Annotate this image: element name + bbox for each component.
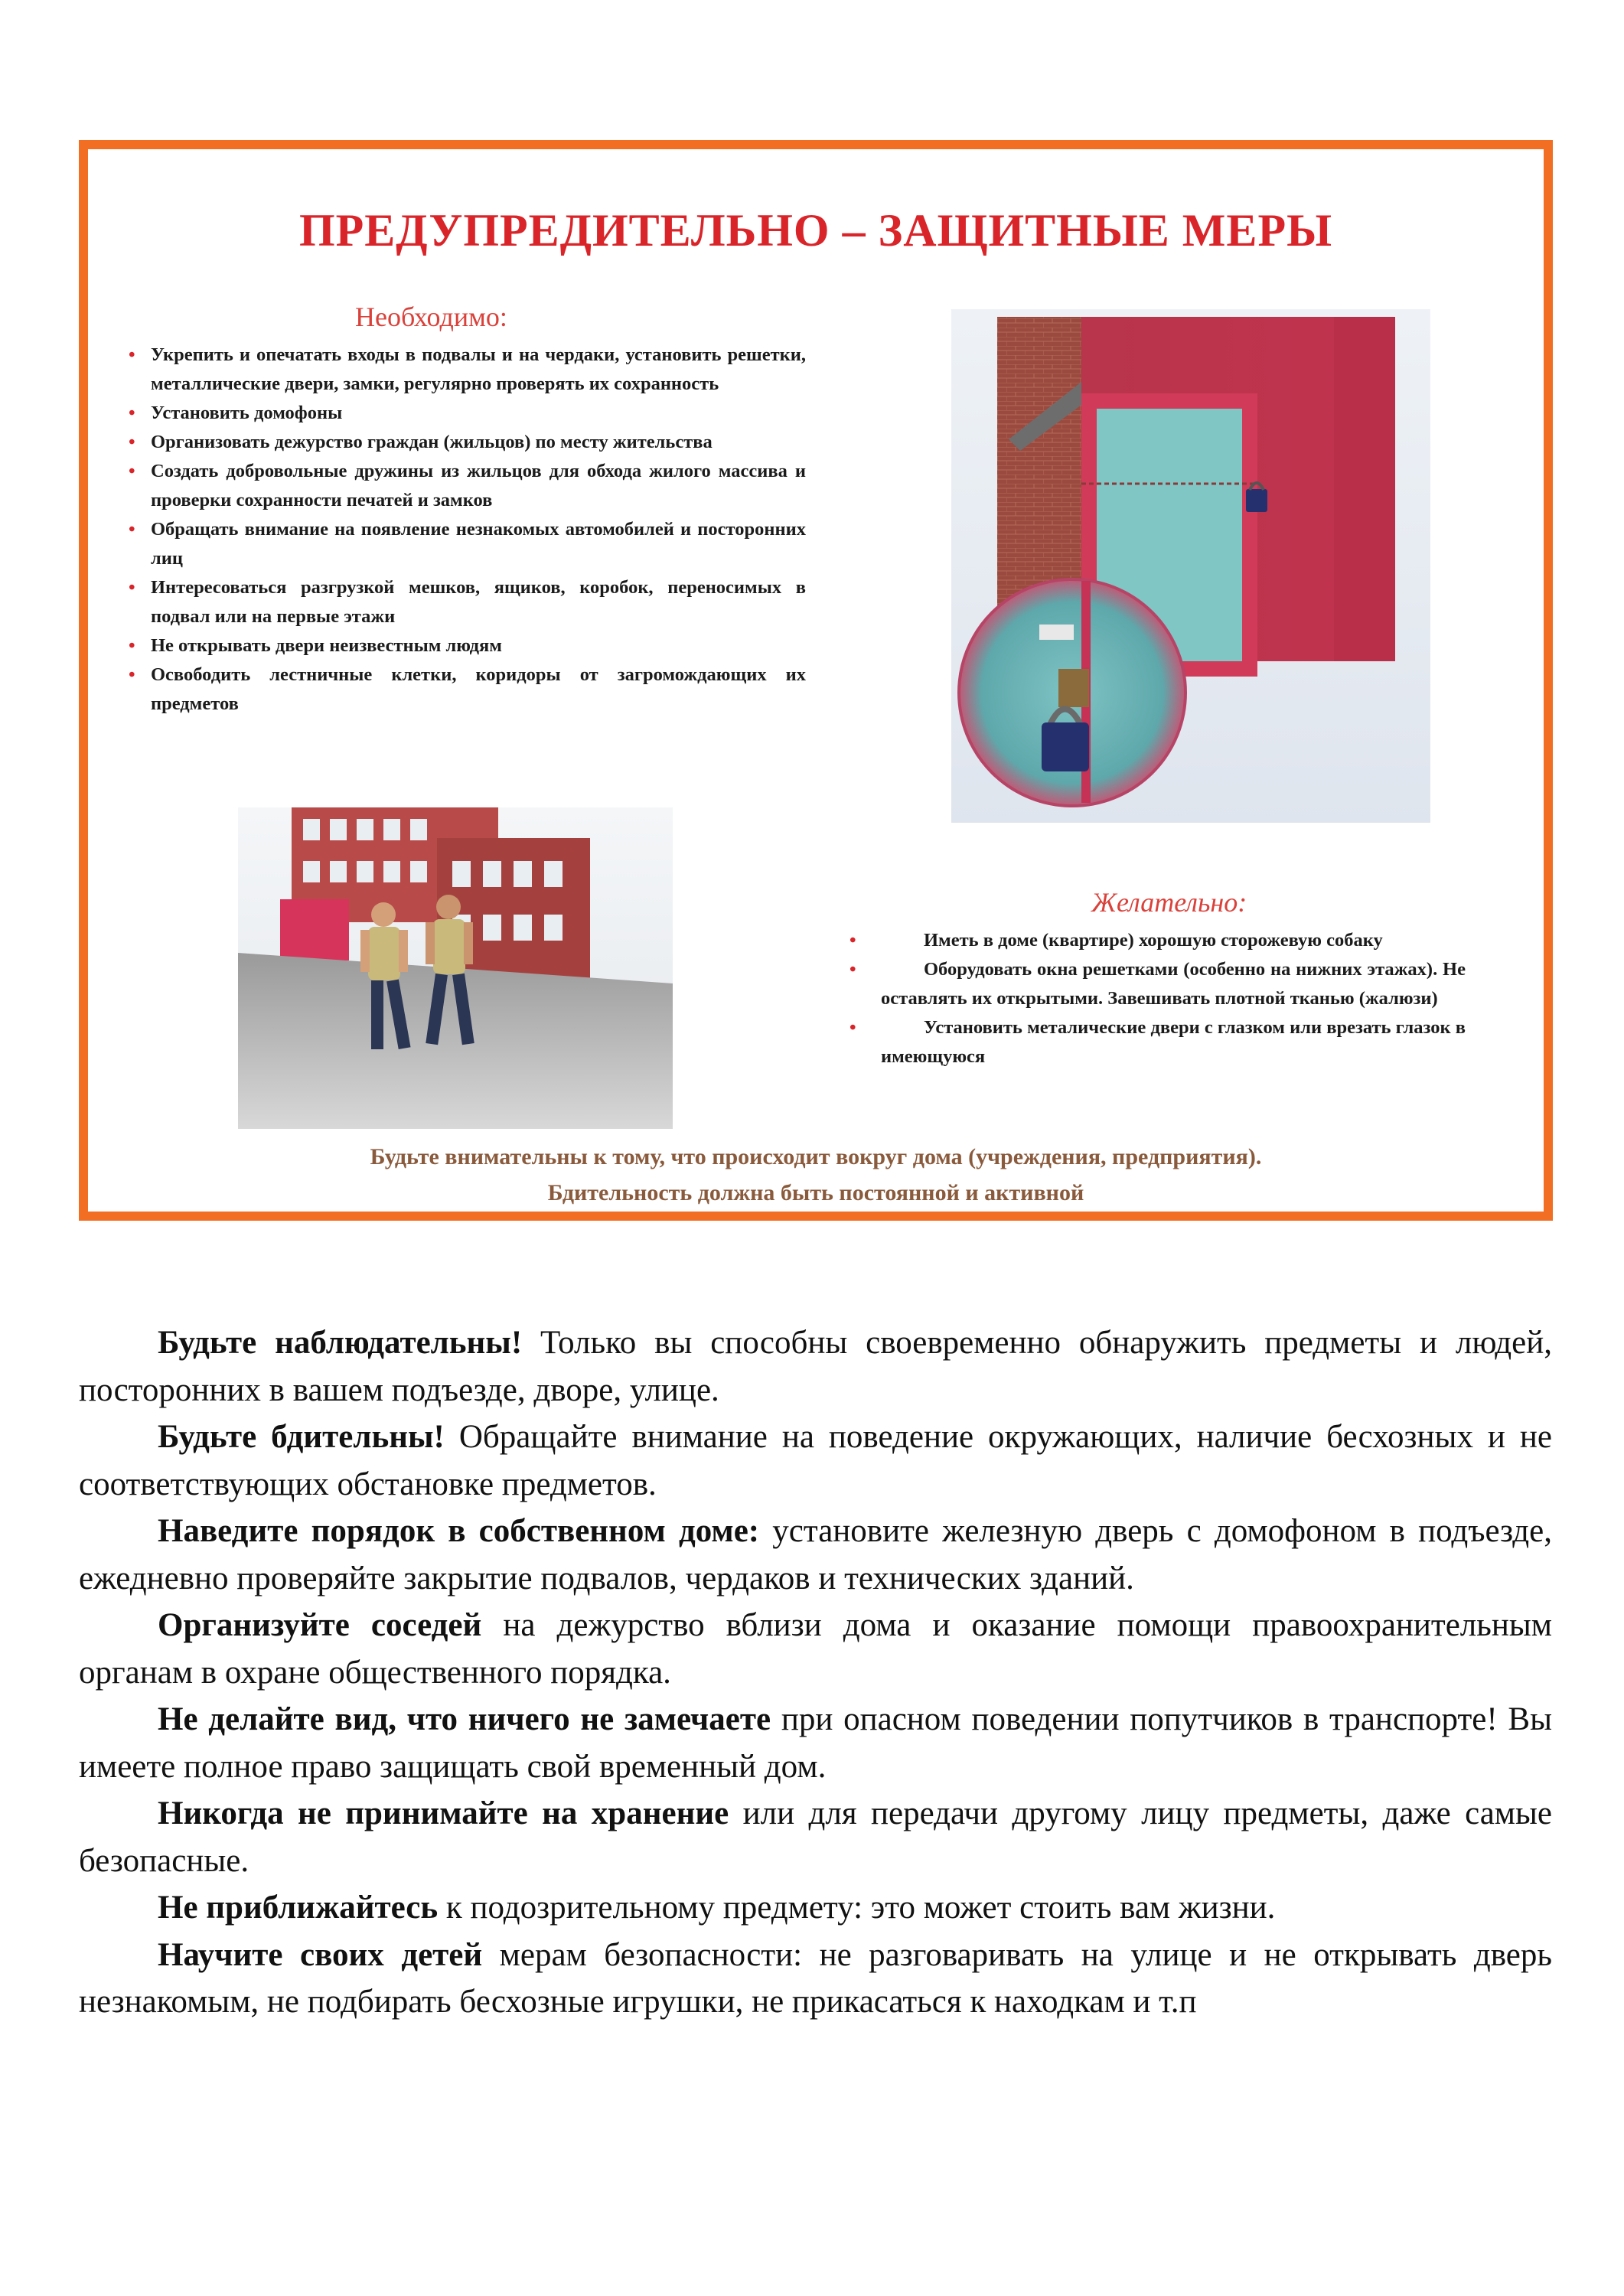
advice-lead: Научите своих детей (158, 1936, 483, 1973)
poster-footer (88, 1139, 1544, 1211)
list-item: • Освободить лестничные клетки, коридоры от загромождающих их предметов (130, 660, 806, 719)
advice-lead: Будьте бдительны! (158, 1419, 445, 1455)
advice-paragraph (79, 1932, 1552, 2026)
list-item: • Иметь в доме (квартире) хорошую сторожевую собаку (850, 926, 1466, 955)
list-item: • Создать добровольные дружины из жильцов для обхода жилого массива и проверки сохранности печатей и замков (130, 457, 806, 515)
list-item: • Установить металические двери с глазком или врезать глазок в имеющуюся (850, 1013, 1466, 1071)
advice-body: на дежурство вблизи дома и оказание помощи правоохранительным органам в охране общественного порядка. (79, 1607, 1552, 1691)
advice-body: или для передачи другому лицу предметы, даже самые безопасные. (79, 1795, 1552, 1879)
advice-paragraph (79, 1884, 1552, 1932)
list-item: • Установить домофоны (130, 399, 806, 428)
advice-paragraph (79, 1319, 1552, 1414)
advice-paragraph (79, 1414, 1552, 1508)
advice-lead: Наведите порядок в собственном доме: (158, 1513, 760, 1549)
advice-lead: Организуйте соседей (158, 1607, 482, 1643)
advice-lead: Никогда не принимайте на хранение (158, 1795, 729, 1831)
list-item: • Укрепить и опечатать входы в подвалы и на чердаки, установить решетки, металлические двери, замки, регулярно проверять их сохранность (130, 341, 806, 399)
advice-body: установите железную дверь с домофоном в подъезде, ежедневно проверяйте закрытие подвалов, чердаков и технических зданий. (79, 1513, 1553, 1596)
advice-lead: Не делайте вид, что ничего не замечаете (158, 1701, 771, 1737)
list-item: • Не открывать двери неизвестным людям (130, 631, 806, 660)
guards-patrol-illustration (238, 807, 673, 1129)
footer-line: Будьте внимательны к тому, что происходит вокруг дома (учреждения, предприятия). (370, 1144, 1262, 1169)
desirable-heading: Желательно: (1091, 887, 1247, 918)
list-item: • Организовать дежурство граждан (жильцов) по месту жительства (130, 428, 806, 457)
advice-paragraph (79, 1790, 1552, 1884)
desirable-list (850, 926, 1466, 1071)
advice-lead: Не приближайтесь (158, 1890, 439, 1926)
list-item: • Интересоваться разгрузкой мешков, ящиков, коробок, переносимых в подвал или на первые этажи (130, 573, 806, 631)
advice-text (79, 1319, 1552, 2026)
list-item: • Оборудовать окна решетками (особенно на нижних этажах). Не оставлять их открытыми. Завешивать плотной тканью (жалюзи) (850, 955, 1466, 1013)
advice-paragraph (79, 1508, 1552, 1602)
poster-title: ПРЕДУПРЕДИТЕЛЬНО – ЗАЩИТНЫЕ МЕРЫ (298, 205, 1333, 256)
safety-poster (79, 140, 1553, 1221)
advice-body: мерам безопасности: не разговаривать на улице и не открывать дверь незнакомым, не подбирать бесхозные игрушки, не прикасаться к находкам и т.п (79, 1936, 1553, 2020)
door-padlock-illustration (951, 309, 1430, 823)
advice-body: при опасном поведении попутчиков в транспорте! Вы имеете полное право защищать свой временный дом. (79, 1701, 1552, 1785)
advice-lead: Будьте наблюдательны! (158, 1325, 523, 1361)
advice-paragraph (79, 1602, 1552, 1696)
advice-body: Обращайте внимание на поведение окружающих, наличие бесхозных и не соответствующих обстановке предметов. (79, 1419, 1553, 1502)
advice-body: к подозрительному предмету: это может стоить вам жизни. (438, 1890, 1276, 1926)
necessary-heading: Необходимо: (355, 302, 507, 332)
footer-line: Бдительность должна быть постоянной и активной (547, 1180, 1084, 1205)
advice-body: Только вы способны своевременно обнаружить предметы и людей, посторонних в вашем подъезде, дворе, улице. (79, 1325, 1552, 1408)
list-item: • Обращать внимание на появление незнакомых автомобилей и посторонних лиц (130, 515, 806, 573)
advice-paragraph (79, 1696, 1552, 1790)
necessary-list (130, 341, 806, 719)
